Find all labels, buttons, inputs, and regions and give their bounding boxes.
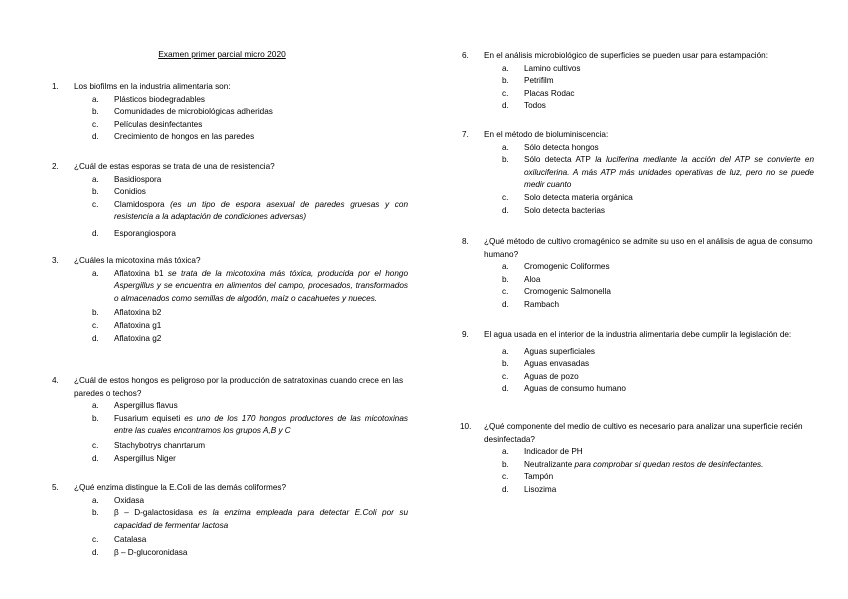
option-a: [52, 268, 408, 306]
option-letter: b.: [92, 508, 99, 518]
option-note: se trata de la micotoxina más tóxica, producida por el hongo Aspergillus y se encuentra en alimentos del campo, procesados, transformados o almacenados como semillas de algodón, maíz o cacahuetes y nueces.: [114, 268, 408, 303]
question-1: [52, 81, 408, 144]
question-number: 5.: [52, 483, 59, 492]
question-number: 2.: [52, 162, 59, 171]
option-letter: d.: [92, 228, 99, 238]
question-number: 7.: [462, 130, 469, 139]
option-label: Películas desinfectantes: [114, 119, 203, 129]
option-d: [462, 383, 814, 396]
question-2: [52, 161, 408, 241]
option-b: [52, 413, 408, 438]
option-label: Lisozima: [524, 484, 557, 494]
option-letter: d.: [502, 299, 509, 309]
question-7: [462, 129, 814, 217]
option-c: [52, 320, 408, 333]
option-label: Conidios: [114, 187, 146, 197]
option-label: Aguas envasadas: [524, 359, 590, 369]
option-d: [462, 100, 814, 113]
option-label: Lamino cultivos: [524, 63, 581, 73]
question-text: ¿Qué componente del medio de cultivo es necesario para analizar una superficie recién desinfectada?: [484, 422, 803, 444]
option-c: [462, 192, 814, 205]
option-label: Oxidasa: [114, 495, 145, 505]
option-label: Indicador de PH: [524, 447, 583, 457]
option-label: Aflatoxina g1: [114, 320, 162, 330]
option-letter: c.: [502, 192, 509, 202]
option-label: Aguas superficiales: [524, 346, 595, 356]
option-label: β – D-glucoronidasa: [114, 547, 188, 557]
question-text: En el método de bioluminiscencia:: [484, 130, 609, 139]
option-letter: d.: [92, 547, 99, 557]
option-letter: b.: [92, 308, 99, 318]
question-text: ¿Qué enzima distingue la E.Coli de las demás coliformes?: [74, 483, 287, 492]
question-number: 3.: [52, 256, 59, 265]
option-letter: c.: [502, 287, 509, 297]
question-8: [462, 236, 814, 312]
option-c: [52, 534, 408, 547]
option-label: Esporangiospora: [114, 228, 176, 238]
option-label: Solo detecta bacterias: [524, 205, 606, 215]
option-label: Sólo detecta ATP: [524, 155, 591, 165]
option-d: [52, 453, 408, 466]
option-letter: a.: [92, 401, 99, 411]
option-c: [52, 440, 408, 453]
option-label: Cromogenic Coliformes: [524, 262, 610, 272]
option-a: [52, 400, 408, 413]
option-c: [52, 119, 408, 132]
option-letter: b.: [502, 459, 509, 469]
option-d: [462, 299, 814, 312]
option-note: para comprobar si quedan restos de desinfectantes.: [572, 459, 764, 469]
option-label: Sólo detecta hongos: [524, 142, 599, 152]
option-letter: c.: [502, 371, 509, 381]
option-letter: b.: [92, 187, 99, 197]
option-d: [462, 205, 814, 218]
page-title: Examen primer parcial micro 2020: [158, 49, 286, 59]
option-a: [462, 346, 814, 359]
option-label: Aspergillus flavus: [114, 401, 178, 411]
option-label: Stachybotrys chanrtarum: [114, 440, 206, 450]
question-text: En el análisis microbiológico de superficies se pueden usar para estampación:: [484, 51, 768, 60]
option-letter: d.: [92, 453, 99, 463]
option-b: [52, 507, 408, 532]
option-a: [462, 261, 814, 274]
question-number: 9.: [462, 330, 469, 339]
option-label: Aguas de consumo humano: [524, 384, 626, 394]
option-a: [462, 446, 814, 459]
option-b: [52, 106, 408, 119]
option-label: Basidiospora: [114, 174, 162, 184]
question-5: [52, 482, 408, 560]
option-b: [462, 358, 814, 371]
option-letter: c.: [92, 119, 99, 129]
option-d: [52, 547, 408, 560]
option-label: β – D-galactosidasa: [114, 508, 193, 518]
option-b: [462, 274, 814, 287]
option-label: Petrifilm: [524, 76, 554, 86]
question-text: ¿Cuáles la micotoxina más tóxica?: [74, 256, 201, 265]
option-letter: a.: [502, 262, 509, 272]
option-b: [462, 154, 814, 192]
question-10: [462, 421, 814, 497]
option-d: [52, 228, 408, 241]
option-letter: d.: [502, 384, 509, 394]
option-b: [462, 75, 814, 88]
option-note: la luciferina mediante la acción del ATP se convierte en oxiluciferina. A más ATP más unidades operativas de luz, pero no se puede medir cuanto: [524, 155, 814, 190]
option-label: Catalasa: [114, 535, 147, 545]
question-text: El agua usada en el interior de la industria alimentaria debe cumplir la legislación de:: [484, 330, 792, 339]
option-c: [462, 286, 814, 299]
option-letter: d.: [502, 101, 509, 111]
option-letter: b.: [502, 359, 509, 369]
option-a: [462, 63, 814, 76]
option-label: Aguas de pozo: [524, 371, 579, 381]
option-letter: d.: [502, 484, 509, 494]
option-a: [52, 174, 408, 187]
option-label: Neutralizante: [524, 459, 573, 469]
option-letter: a.: [502, 63, 509, 73]
question-number: 1.: [52, 82, 59, 91]
option-label: Aspergillus Niger: [114, 453, 176, 463]
option-b: [52, 186, 408, 199]
question-number: 4.: [52, 376, 59, 385]
question-number: 10.: [460, 422, 472, 431]
option-note: es la enzima empleada para detectar E.Coli por su capacidad de fermentar lactosa: [114, 508, 408, 530]
option-c: [52, 199, 408, 224]
option-c: [462, 371, 814, 384]
option-b: [52, 307, 408, 320]
option-c: [462, 88, 814, 101]
question-text: ¿Cuál de estos hongos es peligroso por la producción de satratoxinas cuando crece en las paredes o techos?: [74, 376, 404, 398]
option-label: Aflatoxina b1: [114, 268, 164, 278]
option-letter: c.: [502, 472, 509, 482]
option-label: Placas Rodac: [524, 88, 575, 98]
option-letter: a.: [92, 174, 99, 184]
option-letter: d.: [92, 333, 99, 343]
option-letter: c.: [92, 440, 99, 450]
option-label: Solo detecta materia orgánica: [524, 192, 633, 202]
option-letter: b.: [92, 107, 99, 117]
option-label: Tampón: [524, 472, 554, 482]
question-9: [462, 329, 814, 396]
option-letter: d.: [92, 132, 99, 142]
option-a: [462, 142, 814, 155]
option-letter: a.: [502, 447, 509, 457]
question-text: ¿Qué método de cultivo cromagénico se admite su uso en el análisis de agua de consumo humano?: [484, 237, 813, 259]
option-label: Aflatoxina b2: [114, 308, 162, 318]
option-d: [462, 484, 814, 497]
option-letter: a.: [502, 346, 509, 356]
question-6: [462, 50, 814, 113]
question-text: Los biofilms en la industria alimentaria son:: [74, 82, 231, 91]
option-letter: c.: [92, 320, 99, 330]
option-note: (es un tipo de espora asexual de paredes gruesas y con resistencia a la adaptación de condiciones adversas): [114, 199, 408, 222]
option-label: Crecimiento de hongos en las paredes: [114, 132, 255, 142]
option-label: Todos: [524, 101, 546, 111]
option-label: Cromogenic Salmonella: [524, 287, 611, 297]
option-label: Rambach: [524, 299, 560, 309]
question-3: [52, 255, 408, 345]
option-label: Aflatoxina g2: [114, 333, 162, 343]
question-number: 6.: [462, 51, 469, 60]
option-letter: a.: [92, 495, 99, 505]
option-label: Comunidades de microbiológicas adheridas: [114, 107, 273, 117]
option-label: Aloa: [524, 274, 541, 284]
option-label: Clamidospora: [114, 199, 165, 209]
option-letter: b.: [502, 76, 509, 86]
question-4: [52, 375, 408, 465]
option-letter: a.: [502, 142, 509, 152]
option-letter: d.: [502, 205, 509, 215]
option-c: [462, 471, 814, 484]
option-a: [52, 495, 408, 508]
option-a: [52, 94, 408, 107]
option-letter: c.: [92, 199, 99, 209]
option-letter: c.: [92, 535, 99, 545]
option-letter: a.: [92, 94, 99, 104]
option-label: Fusarium equiseti: [114, 413, 181, 423]
option-letter: b.: [92, 413, 99, 423]
option-d: [52, 131, 408, 144]
question-number: 8.: [462, 237, 469, 246]
option-note: es uno de los 170 hongos productores de las micotoxinas entre las cuales encontramos los grupos A,B y C: [114, 413, 408, 436]
option-label: Plásticos biodegradables: [114, 94, 206, 104]
option-letter: b.: [502, 155, 509, 165]
option-d: [52, 333, 408, 346]
option-letter: b.: [502, 274, 509, 284]
option-letter: c.: [502, 88, 509, 98]
question-text: ¿Cuál de estas esporas se trata de una de resistencia?: [74, 162, 275, 171]
option-letter: a.: [92, 268, 99, 278]
option-b: [462, 459, 814, 472]
